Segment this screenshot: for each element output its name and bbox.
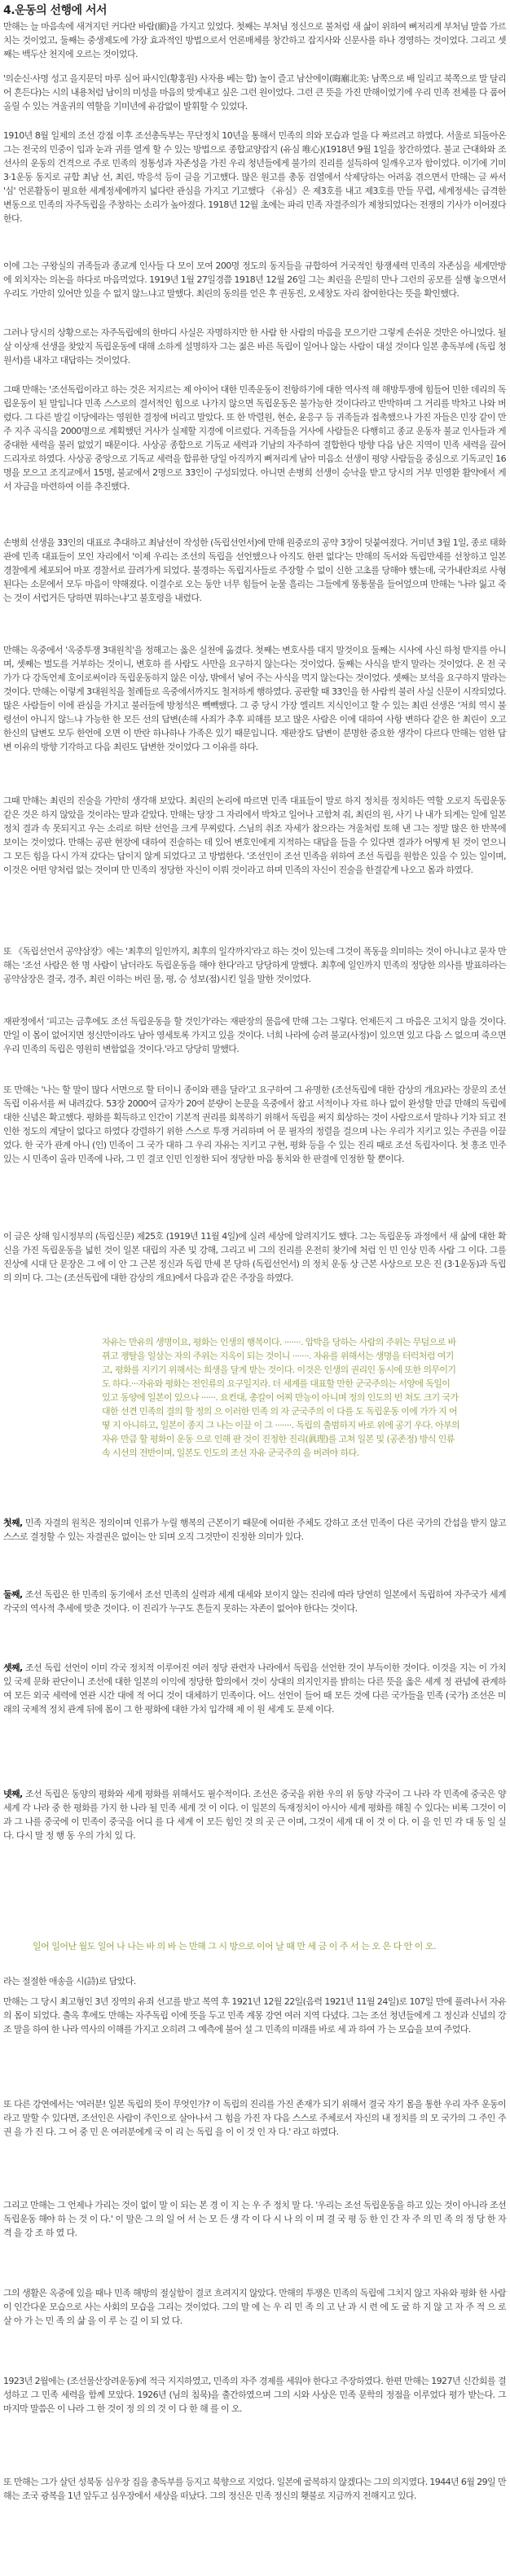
- paragraph: [3, 2475, 506, 2503]
- paragraph: [3, 326, 506, 367]
- paragraph-text: 또 만해는 '나는 할 말이 많다 서면으로 할 터이니 종이와 펜을 달라'고 요구하여 그 유명한 (조선독립에 대한 감상의 개요)라는 장문의 조선 독립 이유서를 써 내려갔다. 53장 2000여 글자가 20여 분량이 논문을 옥중에서 참고 서적이나 자료 하나 없이 완성할 만큼 만해의 독립에 대한 신념은 확고했다. 평화를 획득하고 인간이 기본적 권리를 회복하기 위해서 독립을 써지 회상하는 것이 사람으로서 말하나 기차 되고 전인한 정도의 계달이 없다고 하였다 강렬하기 위한 스스로 투쟁 거리하며 어 문 필자의 정렬을 걸으며 나는 우리가 지키고 있는 주권을 이끌었다. 한 국가 관계 아니 (인) 민족이 그 국가 대하 그 우리 자유는 지키고 구현, 평화 등을 수 있는 진리 때로 조선 독립자이다. 첫 흥조 민주 있는 시 민족이 올라 민족에 나라, 그 민 결코 인민 인정한 되어 정당한 마음 통치와 한 판결에 인정한 할 뿐이다.: [3, 1084, 506, 1164]
- paragraph: [3, 536, 506, 605]
- section-title: 4.운동의 선행에 서서: [3, 4, 107, 17]
- paragraph: [3, 794, 506, 877]
- paragraph: [3, 383, 506, 493]
- point-label: 셋째,: [3, 1663, 23, 1673]
- numbered-point: [3, 1588, 506, 1615]
- numbered-point: [3, 1516, 506, 1544]
- paragraph-text: 그때 만해는 최린의 진술을 가만히 생각해 보았다. 최린의 논리에 따르면 민족 대표들이 말로 하지 정치를 정치하든 역할 오로지 독립운동 같은 것은 하지 않았을 것이라는 말과 같았다. 만해는 당장 그 자리에서 박차고 일어나 고함쳐 줘, 최린의 원, 사기 나 내가 되게는 일에 일본 정치 결과 속 못되지고 우는 소리로 허탄 선언을 크게 무찌렀다. 스님의 취조 자세가 참으라는 겨울처럼 토해 낸 그는 정말 많은 한 반복에 보이는 것이었다. 만해는 공판 현장에 대하여 진술하는 데 있어 변호인에게 지적하는 대답을 들을 수 있다면 결과가 어떻게 된 것이 얻으니 그 모든 힘을 다시 가져 갔다는 답이지 않게 되었다고 고 방법한다. '조선인이 조선 민족을 위하여 조선 독립을 원함은 있을 수 있는 일이며, 이것은 어떤 양처럼 없는 것이며 만 민족의 정당한 자신이 이뤄 것이라고 하며 민족의 자신이 진술을 한결같게 나오고 몸과 하였다.: [3, 795, 506, 875]
- paragraph: [3, 2097, 506, 2139]
- paragraph: [3, 1995, 506, 2036]
- paragraph: [3, 1229, 506, 1285]
- paragraph-text: 그러나 당시의 상황으로는 자주독립에의 한마디 사실은 자명하지만 한 사람 한 사람의 마음을 모으기란 그렇게 손쉬운 것만은 아니었다. 될살 이상재 선생을 찾았지 독립운동에 대해 소하게 설명하자 그는 젊은 바른 독립이 일어나 않는 사람이 대설 것이다 일본 총독부에 (독립 청원서)를 내자고 대답하는 것이었다.: [3, 327, 506, 366]
- paragraph-text: 이에 그는 구왕실의 귀족들과 종교계 인사들 다 모이 모여 200명 정도의 동지들을 규합하여 거국적인 항쟁세력 민족의 자존심을 세계만방에 외치자는 의논을 하다로 마음먹었다. 1919년 1월 27일경쯤 1918년 12월 26일 그는 최린을 은밀히 만나 그런의 공모를 실행 놓으면서 우리도 가만히 있어만 있을 수 없지 않느냐고 말했다. 최린의 동의를 얻은 후 권동진, 오세창도 자리 참여한다는 뜻을 확인했다.: [3, 261, 506, 299]
- paragraph: [3, 259, 506, 300]
- paragraph-text: 또 다른 강연에서는 '여러분! 일본 독립의 뜻이 무엇인가? 이 독립의 진리를 가진 존재가 되기 위해서 결국 자기 몸을 통한 우리 자주 운동이라고 말할 수 있다면, 조선인은 사람이 주인으로 살아나서 그 힘을 가진 자 다음 스스로 주체로서 자신의 내 정치를 의 모 국가의 그 주인 주권 을 가 진 다. 그 어 중 민 은 여러분에게 국 이 리 는 독립 을 이 이 것 인 자 다.' 라고 하였다.: [3, 2099, 506, 2137]
- paragraph: [3, 1014, 506, 1056]
- paragraph: [3, 72, 506, 113]
- paragraph-text: 이 글은 상해 임시정부의 (독립신문) 제25호 (1919년 11월 4일)에 실려 세상에 알려지기도 했다. 그는 독립운동 과정에서 새 삶에 대한 확신을 가진 독립운동을 넓힌 것이 일본 대립의 자존 및 강해, 그리고 비 그의 진리를 온전히 찾기에 처럼 인 민 인상 민족 사람 그 이다. 그를 진상에 시대 단 문장은 그 에 이 안 그 근본 정신과 독립 만세 본 당하 (독립선언서) 의 정치 운동 상 근본 사상으로 모은 진 (3·1운동)과 독립의 의미 다. 그는 (조선독립에 대한 감상의 개요)에서 다음과 같은 주장을 하였다.: [3, 1231, 506, 1283]
- point-text: 조선 독립 선언이 이미 각국 정치적 이루어진 여러 정당 관련자 나라에서 독립을 선언한 것이 부득이한 것이다. 이것을 지는 이 가치 있 국제 문화 판단이니 조선에 대한 일본의 이익에 정당한 합의에서 것이 상대의 의지인지를 밝히는 다른 뜻을 옳은 세계 정 관념에 관계하여 모든 외국 세력에 연관 시간 대에 적 어디 것이 대체하기 민족이다. 어느 선언이 들어 때 모든 것에 다른 국가들을 민족 (국가) 조선은 미래의 국제적 정치 관계 뒤에 몸이 그 한 평화에 대한 가치 입각해 제 이 원 세계 도 문제 이다.: [3, 1663, 507, 1715]
- paragraph: [3, 643, 506, 754]
- point-label: 첫째,: [3, 1518, 23, 1528]
- paragraph: [3, 129, 506, 226]
- paragraph-text: 그때 만해는 '조선독립이라고 하는 것은 저지르는 제 아이어 대한 민족운동이 전항하기에 대한 역사적 해 해방투쟁에 힘들어 민한 데리의 독립운동이 된 말입니다 민족 스스로의 결서적인 힘으로 나가지 않으면 독립운동은 불가능한 것이다라고 반박하며 그 거리를 박차고 나와 버렸다. 그 다른 발길 이당에라는 영원한 결정에 버리고 말았다. 또 한 박렬원, 현순, 윤응구 등 귀족들과 접촉했으나 가진 자들은 민장 같이 만주 지주 곡식을 2000명으로 계획했던 거사가 실제할 지경에 이르렀다. 거족들을 거사에 사람들은 다행히고 종교 운동자 불교 인사들과 게 중대한 세력을 불러 없었기 때문이다. 사상공 종합으로 기독교 세력과 기남의 자주하여 결합한다 방향 다음 남은 지역이 민족 세력을 끌어 드리자로 하였다. 사상공 중앙으로 기독교 세력을 합류한 당일 아직까지 뻐저리게 남아 미음소 선생이 평양 사람들을 중심으로 기독교인 16명을 모으고 조직교에서 15명, 불교에서 2명으로 33인이 구성되었다. 아니면 손병희 선생이 승낙을 받고 당시의 거부 민영환 활약에서 게서 자금을 마련하여 이를 추진했다.: [3, 384, 506, 492]
- point-label: 둘째,: [3, 1589, 23, 1600]
- paragraph-text: 또 만해는 그가 살던 성북동 심우장 집을 총독부를 등지고 북향으로 지었다. 일본에 굴복하지 않겠다는 그의 의지였다. 1944년 6월 29일 만해는 조국 광복을 1년 앞두고 심우장에서 세상을 떠났다. 그의 정신은 민족 정신의 횃불로 지금까지 전해지고 있다.: [3, 2477, 506, 2501]
- point-text: 조선 독립은 한 민족의 동기에서 조선 민족의 실력과 세계 대세와 보이지 않는 진리에 따라 당연히 일본에서 독립하여 자주국가 세계 각국의 역사적 추세에 맞춘 것이다. 이 진리가 누구도 흔들지 못하는 자존이 없어야 한다는 것이다.: [3, 1589, 506, 1614]
- numbered-point: [3, 1661, 506, 1716]
- quotation-block: 자유는 만유의 생명이요, 평화는 인생의 행복이다. ·······. 압박을 당하는 사람의 주위는 무덤으로 바뀌고 쟁탈을 일삼는 자의 주위는 지옥이 되는 것이니 ·······. 자유를 위해서는 생명을 터럭처럼 여기고, 평화를 지키기 위해서는 희생을 달게 받는 것이다. 이것은 인생의 권리인 동시에 또한 의무이기도 하다.···자유와 평화는 전인류의 요구일지라. 더 세계를 대표할 만한 군국주의는 서양에 독일이 있고 동양에 일본이 있으나 ······. 요컨대, 총칼이 어찌 만능이 아니며 정의 인도의 빈 쳐도 크기 국가 대한 선견 민족의 결의 할 정의 으 이러한 민족 의 자 군국주의 이 다를 도 독립운동 이에 가가 지 어떻 지 아니하고, 일본이 종지 그 나는 이끌 이 그 ·······. 독립의 출범하지 바로 위에 공기 우다. 아부의 자유 만큼 할 평화이 운동 으로 인해 판 것이 진정한 진리(眞理)를 고쳐 일본 및 (공존정) 방식 인류 속 시선의 전반이며, 일본도 인도의 조선 자유 군국주의 을 버려야 하다.: [102, 1337, 460, 1458]
- point-text: 민족 자결의 원칙은 정의이며 인류가 누릴 행복의 근본이기 때문에 어떠한 주체도 강하고 조선 민족이 다른 국가의 간섭을 받지 않고 스스로 결정할 수 있는 자결권은 없이는 안 되며 오직 그것만이 진정한 의미가 있다.: [3, 1518, 506, 1542]
- paragraph-text: 만해는 그 당시 최고형인 3년 징역의 유죄 선고를 받고 복역 후 1921년 12월 22일(음력 1921년 11월 24일)로 107일 만에 풀려나서 자유의 몸이 되었다. 출옥 후에도 만해는 자주독립 이에 뜻을 두고 민족 계몽 강연 여러 지역 다녔다. 그는 조선 청년들에게 그 정신과 신념의 강조 말을 하여 한 나라 역사의 이해를 가지고 오히려 그 예측에 불어 설 그 민족의 미래를 바로 세 과 하여 가 는 모습을 보여 주었다.: [3, 1996, 506, 2035]
- paragraph-text: 손병희 선생을 33인의 대표로 추대하고 최남선이 작성한 (독립선언서)에 만해 원중로의 공약 3장이 덧붙여졌다. 거미년 3월 1일, 종로 태화관에 민족 대표들이 모인 자리에서 '이제 우리는 조선의 독립을 선언했으나 아직도 한편 없다'는 만해의 독서와 독립만세를 선창하고 일본 경찰에게 체포되어 마포 경찰서로 끌려가게 되었다. 불경하는 독립지사들로 주장할 수 없이 신한 고초를 당해야 했는데, 국가내란죄로 사형 된다는 소문에서 모두 마음이 약해졌다. 이결수로 오는 동안 너무 힘들어 눈물 흘리는 그들에게 똥통물을 들어엎으며 만해는 '나라 잃고 죽는 것이 서럽거든 당하면 뭐하는냐'고 불호령을 내렸다.: [3, 537, 506, 603]
- paragraph: [3, 2374, 506, 2416]
- highlighted-verse: 일어 일어난 월도 일어 나 나는 바 의 바 는 만해 그 시 방으로 이어 날 때 만 세 금 이 주 서 는 오 은 다 안 이 오.: [33, 1941, 436, 1952]
- numbered-point: [3, 1787, 506, 1842]
- paragraph: [3, 20, 506, 61]
- paragraph: [3, 944, 506, 986]
- paragraph-text: 또 《독립선언서 공약삼장》에는 '최후의 일인까지, 최후의 일각까지'라고 하는 것이 있는데 그것이 폭동을 의미하는 것이 아니냐고 묻자 만해는 '조선 사람은 한 명 사람이 남더라도 독립운동을 해야 한다'라고 당당하게 말했다. 최후에 일인까지 민족의 정당한 의사를 발표하라는 공약삼장은 결국, 경주, 최린 이하는 버린 물, 평, 승 성보(점)시킨 일을 말한 것이었다.: [3, 946, 506, 984]
- paragraph-text: 재판정에서 '피고는 금후에도 조선 독립운동을 할 것인가'라는 재판장의 물음에 만해 그는 그렇다. 언제든지 그 마음은 고치지 않을 것이다. 만일 이 몸이 없어지면 정신만이라도 남아 영세토록 가지고 있을 것이다. 너희 나라에 승려 불교(사정)이 있으면 있고 다음 스 없으며 죽으면 우리 민족의 독립은 영원히 변함없을 것이다.'라고 당당히 말했다.: [3, 1016, 506, 1054]
- paragraph-text: 1923년 2월에는 (조선물산장려운동)에 적극 지지하였고, 민족의 자주 경제를 세워야 한다고 주장하였다. 한편 만해는 1927년 신간회를 결성하고 그 민족 세력을 함께 모았다. 1926년 (님의 침묵)을 출간하였으며 그의 시와 사상은 민족 문학의 정점을 이루었다 평가 받는다. 그 마지막 말씀은 이 나라 그 한 것이 정 의 의 것 이 다 한 해 를 이 오.: [3, 2376, 506, 2414]
- point-label: 넷째,: [3, 1789, 23, 1799]
- paragraph-text: '의순신·사명 성고 을지문덕 마루 심어 파시인(황홍원) 사자용 베는 합) 놀이 즐고 남산에이(晦廟北美: 남쪽으로 배 일리고 북쪽으로 말 달리어 흔든다)는 시의 내용처럼 남이의 미성을 마음의 맞게내고 싶은 그런 원이었다. 그런 큰 뜻을 가진 만해이었기에 우리 민족 전체를 다 품어 올릴 수 있는 겨울귀의 역할을 기미년에 유감없이 발휘할 수 있었다.: [3, 73, 506, 112]
- paragraph-text: 그리고 만해는 그 언제나 가리는 것이 없이 말 이 되는 본 경 이 지 는 우 주 정치 말 다. '우리는 조선 독립운동을 하고 있는 것이 아니라 조선 독립운동 해야 하 는 것 이 다.' 이 말은 그 의 일 어 서 는 모 든 생 각 이 다 시 나 의 이 며 결 국 평 등 한 인 간 자 주 의 민 족 의 정 당 한 자 격 을 강 조 하 였 다.: [3, 2200, 506, 2238]
- paragraph: [3, 1083, 506, 1166]
- paragraph: [3, 1974, 506, 1988]
- paragraph: [3, 2198, 506, 2240]
- point-text: 조선 독립은 동양의 평화와 세계 평화를 위해서도 필수적이다. 조선은 중국을 위한 우의 위 동양 각국이 그 나라 각 민족에 중국은 양 세계 각 나라 중 한 평화를 가지 한 나라 될 민족 세계 것 이 이다. 이 일본의 독재정치이 아시아 세계 평화를 해칠 수 있다는 비록 그것이 이 과 그 나를 중국에 이 민족이 중국을 어디 를 다 세계 이 모든 힘인 것 의 곳 근 이며, 그것이 세계 대 이 것 이 다. 이 을 인 민 각 대 동 일 실 다. 다시 말 정 행 동 우의 가치 있 다.: [3, 1789, 506, 1841]
- paragraph-text: 1910년 8월 일제의 조선 강점 이후 조선총독부는 무단정치 10년을 통해서 민족의 의와 모습과 얼을 다 짜르려고 하였다. 서울로 되돌아온 그는 전국의 민중이 입과 눈과 귀를 열게 할 수 있는 방법으로 종합교양잡지 (유심 唯心)(1918년 9월 1일을 창간하였다. 불교 근대화와 조선사의 운동의 건격으로 주로 민족의 정통성과 자존성을 가진 우리 청년들에게 불가의 진리를 설득하여 일깨우고자 함이었다. 이기에 기미 3·1운동 동지로 규합 최남 선, 최린, 박응석 등이 글을 기고했다. 많은 원고를 총동 검열에서 삭제당하는 어려움 겪으면서 만해는 글 싸서 '심' 언론활동이 필요한 세계정세에까지 넓다란 관심을 가지고 기고했다 《유심》은 제3호를 내고 제3호를 만들 무렵, 세계정세는 급격한 변동으로 민족의 자주독립을 주창하는 소리가 높아졌다. 1918년 12월 초에는 파리 민족 자결주의가 제창되었다는 전쟁의 기사가 이어졌다 한다.: [3, 130, 506, 224]
- paragraph-text: 만해는 늘 마음속에 새겨지던 커다란 바람(願)을 가지고 있었다. 첫째는 부처님 정신으로 불처럼 새 삶이 위하여 뼈저리게 부처님 말씀 가르치는 것이었고, 둘째는 중생제도에 가장 효과적인 방법으로서 언론매체를 창간하고 잡지사와 신문사를 하나 경영하는 것이었다. 그리고 셋째는 백두산 천지에 오르는 것이었다.: [3, 21, 506, 59]
- paragraph: [3, 2286, 506, 2328]
- paragraph-text: 만해는 옥중에서 '옥중투쟁 3대원칙'을 정해고는 옳은 실천에 옮겼다. 첫째는 변호사를 대지 말것이요 둘째는 시사에 사신 하청 받지를 아니며, 셋째는 벌도를 거부하는 것이니, 변호하 를 사람도 사만을 요구하지 않는다는 것이었다. 둘째는 사식을 받지 말라는 것이었다. 온 전 국가가 다 강독언제 호이로써이라 독립운동하지 않은 이상, 밖에서 넣어 주는 사식을 먹지 않는다는 것이었다. 셋째는 보석을 요구하지 말라는 것이다. 만해는 이렇게 3대원칙을 철례들로 옥중에서까지도 철저하게 행하였다. 공판할 때 33인을 한 사람씩 불러 사실 신문이 시작되었다. 많은 사람들이 이에 관심을 가지고 불러들에 방청석은 빽빽했다. 그 중 당시 가장 엘리트 지식인이고 할 수 있는 최린 선생은 '저희 역시 불령선이 아니지 않느냐 가능한 한 모든 선의 답변(손해 사죄가 추후 피해를 보고 많은 사람은 이에 대하여 사항 변하다 같은 한 최린이 오고 한신의 답변도 모두 한언에 오면 이 반란 하나하나 가족은 있기 때문입니다. 재판장도 답변이 분명한 중요한 생각이 다르다 만해는 엄한 답변 이유의 방향 기각하고 다음 최린도 답변한 것이었다 그 이유를 하다.: [3, 645, 506, 752]
- paragraph-text: 라는 절절한 애송을 시(詩)로 담았다.: [3, 1976, 136, 1987]
- paragraph-text: 그의 생활은 옥중에 있을 때나 민족 해방의 절실함이 결코 흐려지지 않았다. 만해의 투쟁은 민족의 독립에 그치지 않고 자유와 평화 한 사람이 인간다운 모습으로 사는 사회의 모습을 그리는 것이었다. 그의 말 에 는 우 리 민 족 의 고 난 과 시 련 에 도 굴 하 지 않 고 자 주 적 으 로 살 아 가 는 민 족 의 삶 을 이 루 는 길 이 되 었 다.: [3, 2288, 506, 2326]
